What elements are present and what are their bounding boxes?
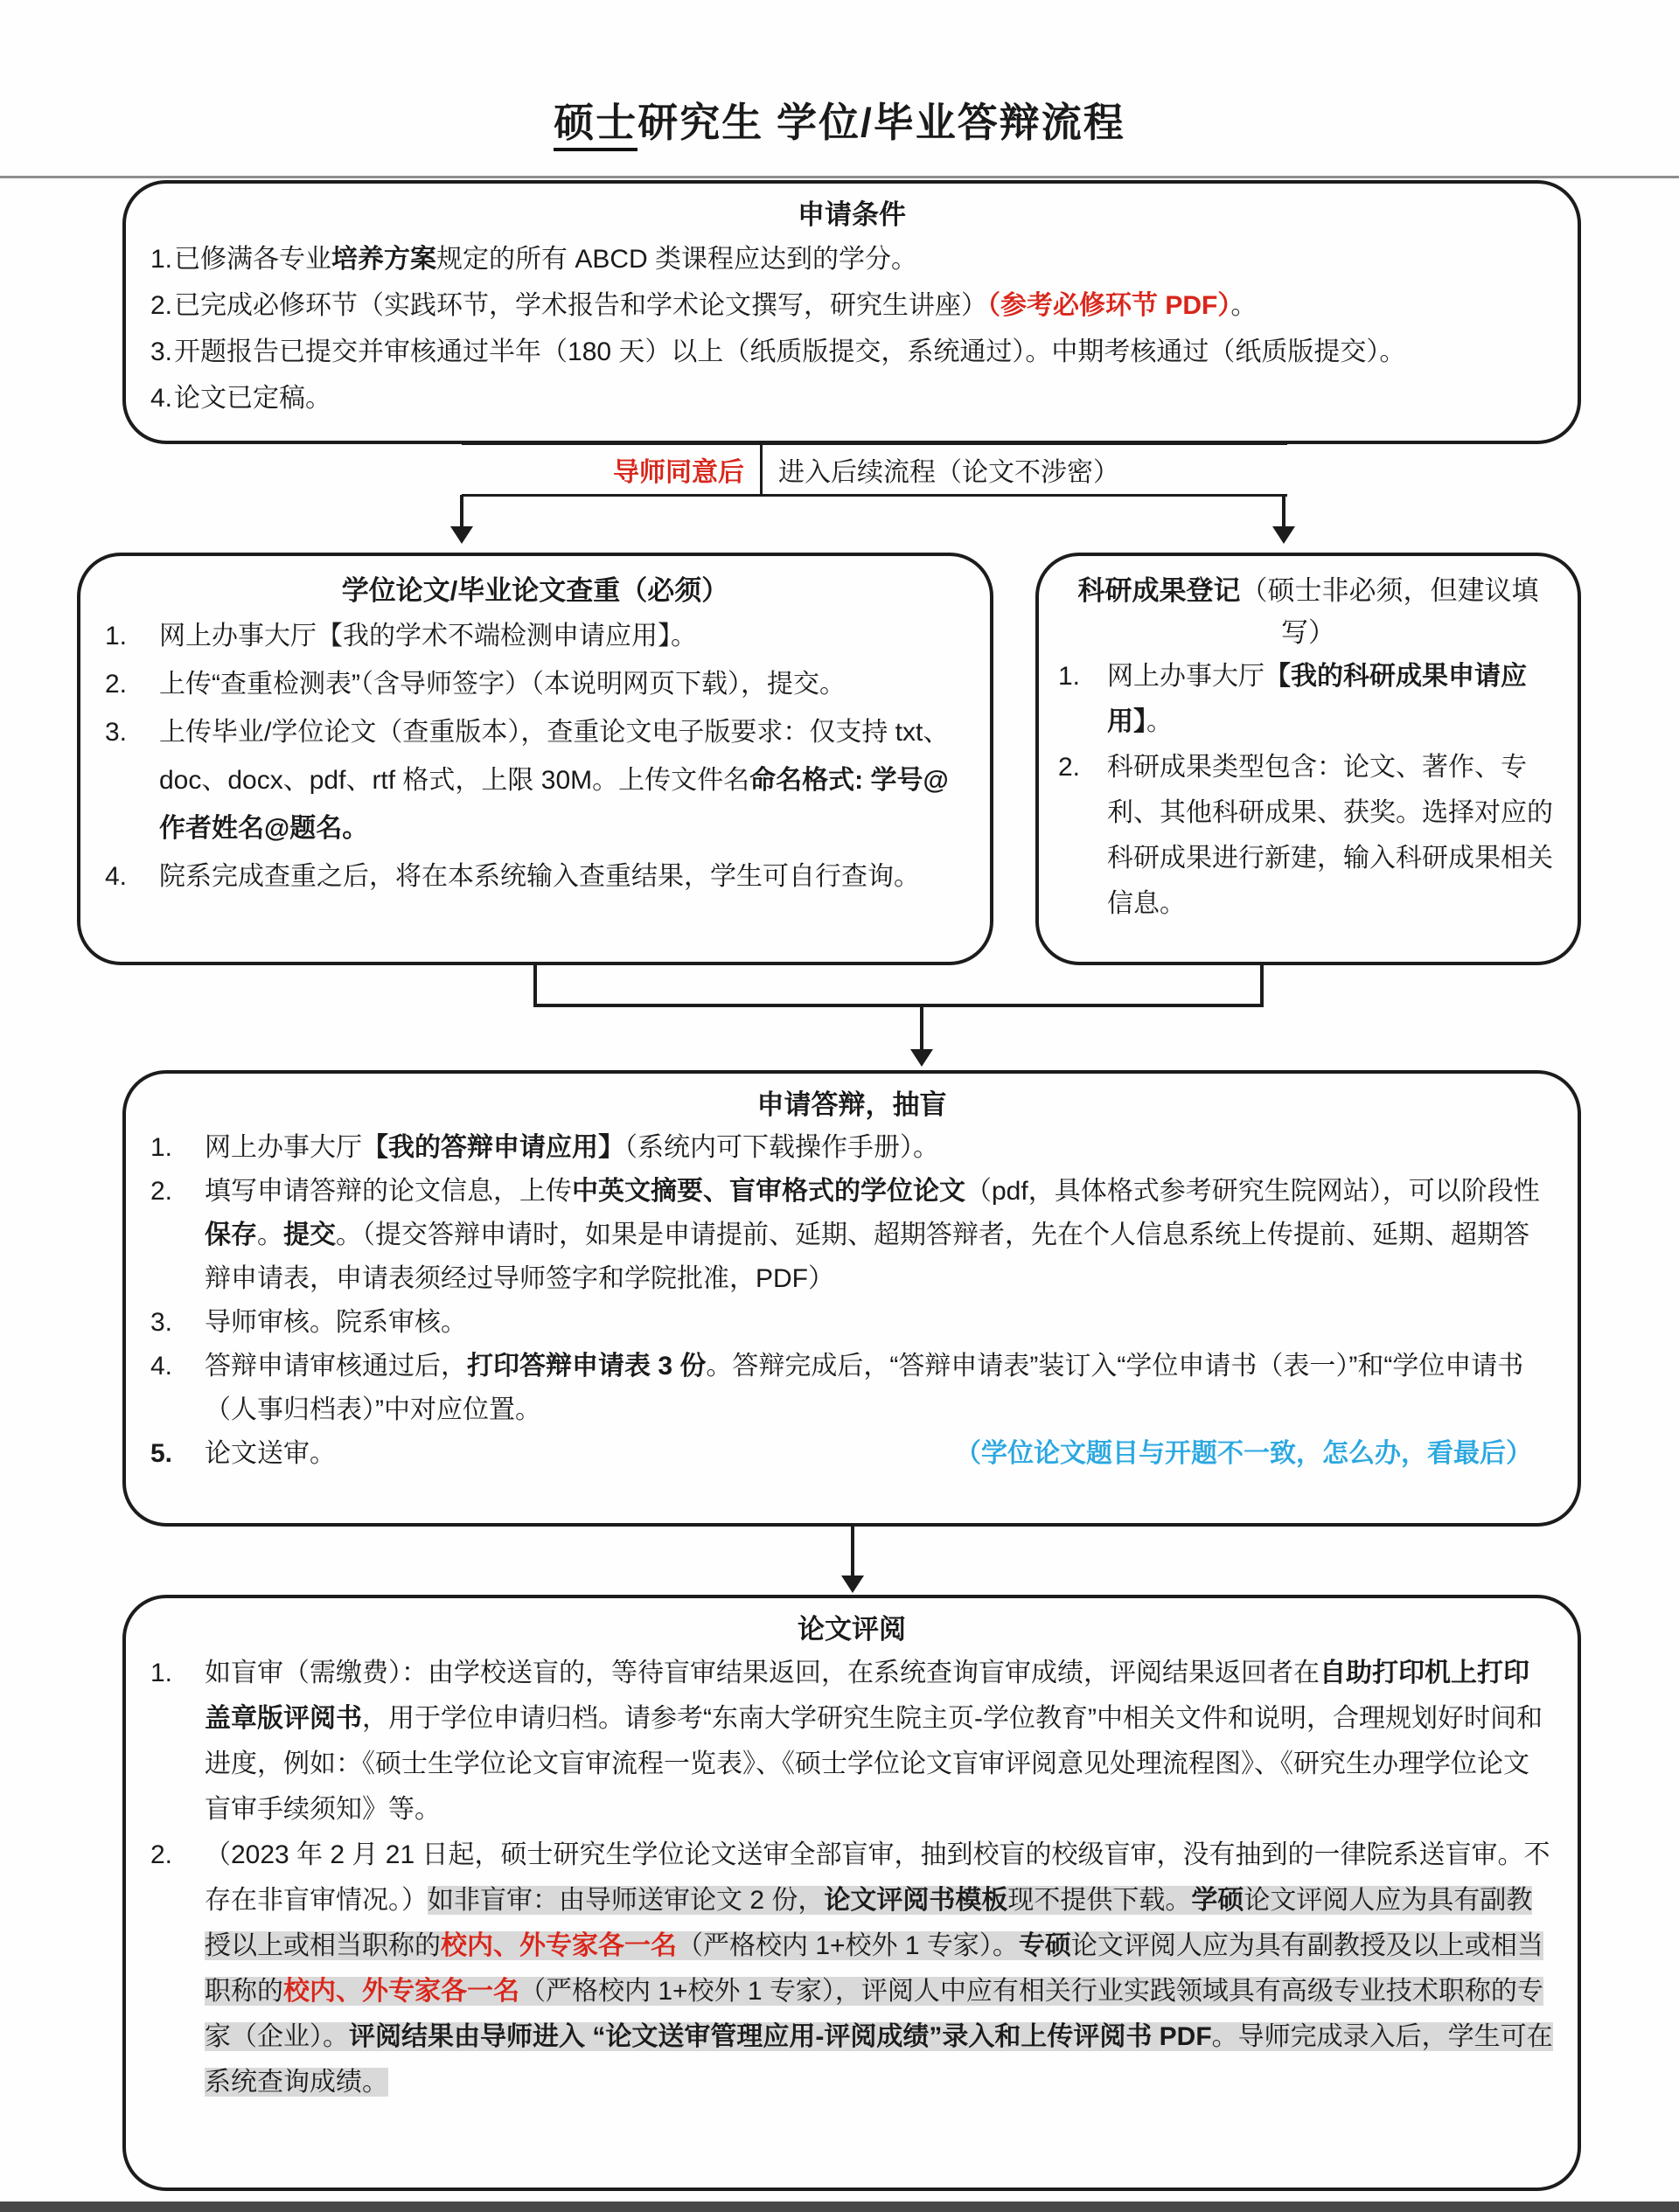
- item-text: 填写申请答辩的论文信息，上传中英文摘要、盲审格式的学位论文（pdf，具体格式参考研究生院网站），可以阶段性保存。提交。（提交答辩申请时，如果是申请提前、延期、超期答辩者，先在个人信息系统上传提前、延期、超期答辩申请表，申请表须经过导师签字和学院批准，PDF）: [205, 1177, 1540, 1293]
- item-number: 4.: [150, 1352, 173, 1381]
- check-item-3: [105, 708, 965, 852]
- box-achievement-header: [1058, 570, 1558, 654]
- item-number: 4.: [150, 384, 173, 413]
- item-text: 导师审核。院系审核。: [205, 1308, 467, 1337]
- item-number: 2.: [150, 1177, 173, 1206]
- page-title: [0, 91, 1679, 149]
- connector-line-right: [1282, 495, 1285, 528]
- item-text: 上传毕业/学位论文（查重版本），查重论文电子版要求：仅支持 txt、doc、docx、pdf、rtf 格式，上限 30M。上传文件名命名格式: 学号@作者姓名@题名。: [159, 718, 950, 843]
- item-number: 2.: [1058, 753, 1081, 782]
- defense-item-3: [150, 1301, 1553, 1345]
- item-number: 1.: [150, 245, 173, 274]
- page-bottom-edge: [0, 2202, 1679, 2212]
- item-text: 开题报告已提交并审核通过半年（180 天）以上（纸质版提交，系统通过）。中期考核通过（纸质版提交）。: [174, 337, 1406, 366]
- item-text: 答辩申请审核通过后，打印答辩申请表 3 份。答辩完成后，“答辩申请表”装订入“学位申请书（表一）”和“学位申请书（人事归档表）”中对应位置。: [205, 1352, 1524, 1424]
- title-rest-part: 研究生 学位/毕业答辩流程: [637, 100, 1125, 145]
- check-item-2: [105, 660, 965, 708]
- item-number: 5.: [150, 1439, 173, 1468]
- title-underlined-part: 硕士: [554, 100, 637, 151]
- item-text: 网上办事大厅【我的学术不端检测申请应用】。: [159, 622, 697, 650]
- item-text: 网上办事大厅【我的答辩申请应用】（系统内可下载操作手册）。: [205, 1133, 939, 1162]
- item-text: 院系完成查重之后，将在本系统输入查重结果，学生可自行查询。: [159, 862, 920, 891]
- item-number: 1.: [105, 622, 128, 650]
- box-apply-conditions: [122, 180, 1581, 444]
- item-text: 上传“查重检测表”（含导师签字）（本说明网页下载），提交。: [159, 670, 846, 699]
- connector-line-review: [851, 1527, 854, 1577]
- achievement-header-bold: 科研成果登记: [1077, 575, 1241, 606]
- arrow-down-icon-right: [1272, 526, 1295, 544]
- item-number: 1.: [1058, 662, 1081, 691]
- condition-item-1: [150, 236, 1553, 282]
- item-number: 2.: [105, 670, 128, 699]
- defense-item-5-text: 论文送审。: [205, 1439, 336, 1468]
- check-item-4: [105, 852, 965, 901]
- item-number: 3.: [105, 718, 128, 747]
- achievement-item-1: [1058, 654, 1558, 745]
- item-text: 已修满各专业培养方案规定的所有 ABCD 类课程应达到的学分。: [174, 245, 918, 274]
- review-item-2: [150, 1833, 1553, 2105]
- defense-item-4: [150, 1345, 1553, 1432]
- box-apply-conditions-header: 申请条件: [798, 199, 906, 230]
- merge-line-right: [1260, 965, 1264, 1007]
- item-number: 1.: [150, 1659, 173, 1687]
- item-text: 网上办事大厅【我的科研成果申请应用】。: [1107, 662, 1527, 736]
- title-mismatch-note: （学位论文题目与开题不一致，怎么办，看最后）: [955, 1439, 1532, 1468]
- item-text: 已完成必修环节（实践环节，学术报告和学术论文撰写，研究生讲座）（参考必修环节 PDF）。: [174, 291, 1258, 320]
- item-text: [205, 1432, 1553, 1476]
- item-text: 如盲审（需缴费）：由学校送盲的，等待盲审结果返回，在系统查询盲审成绩，评阅结果返回者在自助打印机上打印盖章版评阅书，用于学位申请归档。请参考“东南大学研究生院主页-学位教育”中相关文件和说明，合理规划好时间和进度，例如：《硕士生学位论文盲审流程一览表》、《硕士学位论文盲审评阅意见处理流程图》、《研究生办理学位论文盲审手续须知》等。: [205, 1659, 1543, 1824]
- box-achievement-registration: [1035, 553, 1581, 965]
- item-number: 2.: [150, 1840, 173, 1869]
- advisor-approval-bar: [462, 442, 1287, 497]
- box-thesis-review-header: 论文评阅: [798, 1614, 906, 1645]
- review-item-1: [150, 1651, 1553, 1833]
- merge-line-horizontal: [533, 1004, 1264, 1007]
- item-number: 2.: [150, 291, 173, 320]
- box-defense-application: [122, 1070, 1581, 1527]
- arrow-down-icon-left: [450, 526, 473, 544]
- item-text: 论文已定稿。: [174, 384, 332, 413]
- item-number: 3.: [150, 337, 173, 366]
- defense-item-2: [150, 1170, 1553, 1301]
- top-divider-line: [0, 176, 1679, 178]
- achievement-item-2: [1058, 745, 1558, 927]
- condition-item-2: [150, 282, 1553, 329]
- condition-item-4: [150, 375, 1553, 421]
- connector-line-left: [460, 495, 463, 528]
- item-number: 1.: [150, 1133, 173, 1162]
- item-text: （2023 年 2 月 21 日起，硕士研究生学位论文送审全部盲审，抽到校盲的校级盲审，没有抽到的一律院系送盲审。不存在非盲审情况。）如非盲审：由导师送审论文 2 份，论文评阅书模板现不提供下载。学硕论文评阅人应为具有副教授以上或相当职称的校内、外专家各一名（严格校内 1+校外 1 专家）。专硕论文评阅人应为具有副教授及以上或相当职称的校内、外专家各一名（严格校内 1+校外 1 专家），评阅人中应有相关行业实践领域具有高级专业技术职称的专家（企业）。评阅结果由导师进入 “论文送审管理应用-评阅成绩”录入和上传评阅书 PDF。导师完成录入后，学生可在系统查询成绩。: [205, 1840, 1553, 2097]
- arrow-down-icon-review: [841, 1576, 864, 1593]
- item-number: 4.: [105, 862, 128, 891]
- advisor-approval-label: 导师同意后: [462, 445, 763, 494]
- arrow-down-icon-merge: [910, 1049, 933, 1067]
- box-plagiarism-check: [77, 553, 993, 965]
- box-thesis-review: [122, 1595, 1581, 2191]
- achievement-header-note: （硕士非必须，但建议填写）: [1240, 575, 1539, 648]
- next-step-label: 进入后续流程（论文不涉密）: [778, 458, 1119, 487]
- box-plagiarism-check-header: 学位论文/毕业论文查重（必须）: [341, 575, 729, 606]
- merge-line-center: [920, 1004, 923, 1051]
- item-number: 3.: [150, 1308, 173, 1337]
- item-text: 科研成果类型包含：论文、著作、专利、其他科研成果、获奖。选择对应的科研成果进行新建，输入科研成果相关信息。: [1107, 753, 1553, 918]
- merge-line-left: [533, 965, 537, 1007]
- condition-item-3: [150, 329, 1553, 375]
- defense-item-5: [150, 1432, 1553, 1476]
- box-defense-header: 申请答辩，抽盲: [756, 1089, 947, 1120]
- check-item-1: [105, 612, 965, 660]
- defense-item-1: [150, 1126, 1553, 1170]
